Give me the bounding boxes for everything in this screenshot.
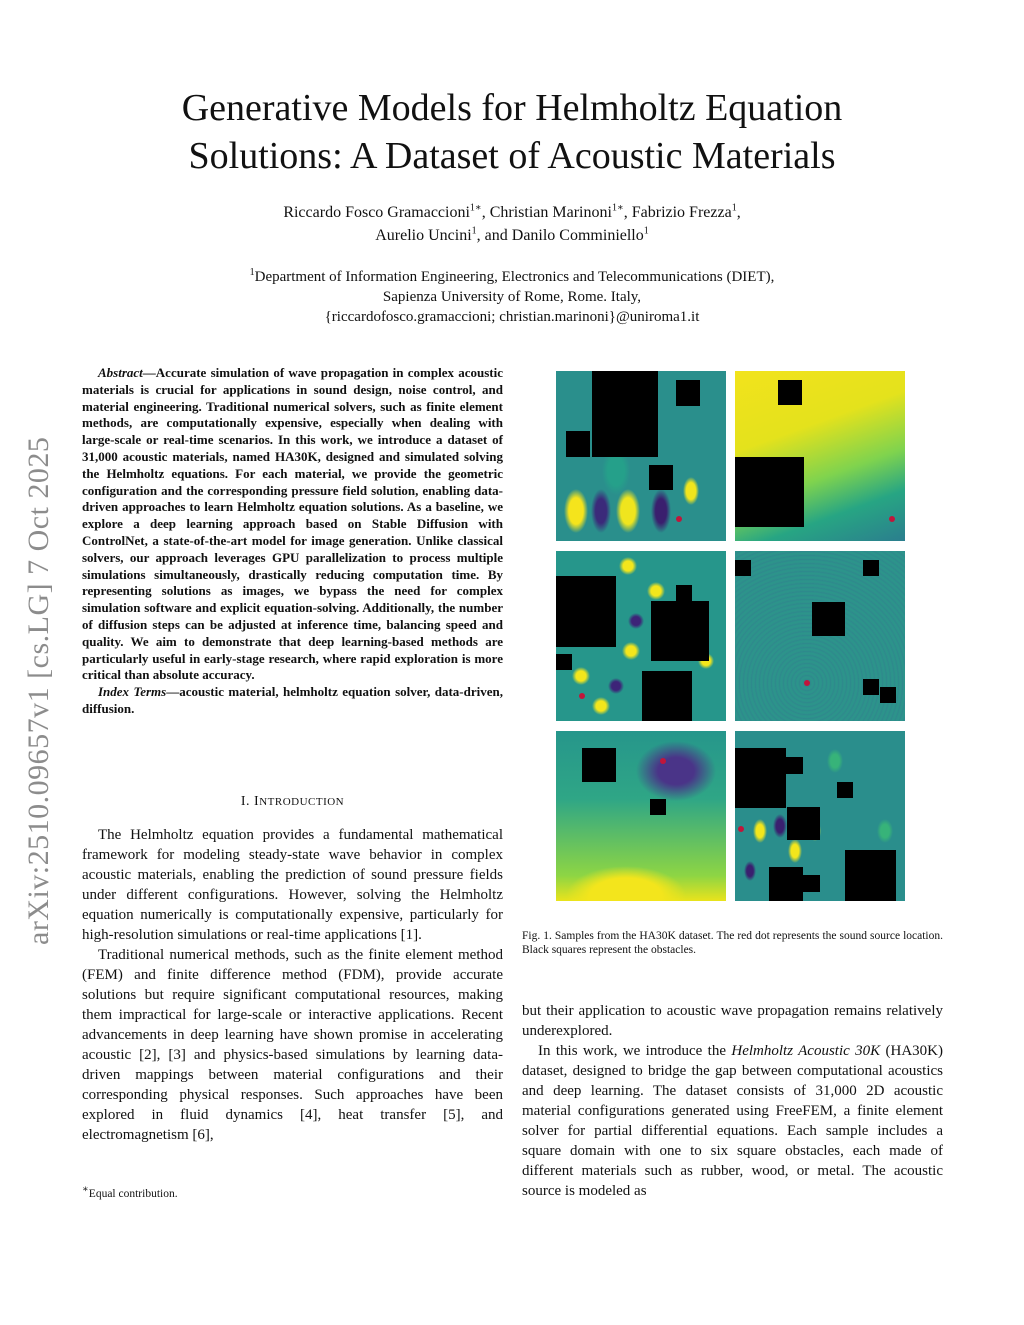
right-paragraph-1: but their application to acoustic wave propagation remains relatively underexplored. [522, 1003, 943, 1039]
author-3-affil: 1 [731, 202, 737, 214]
abstract-text: —Accurate simulation of wave propagation in complex acoustic materials is crucial for applications in sound design, noise control, and material engineering. Traditional numerical solvers, such as finite element methods, are computationally expensive, especially when dealing with large-scale or real-time scenarios. In this work, we introduce a dataset of 31,000 acoustic materials, named HA30K, designed and simulated solving the Helmholtz equations. For each material, we provide the geometric configuration and the corresponding pressure field solution, enabling data-driven approaches to learn Helmholtz equation solutions. As a baseline, we explore a deep learning approach based on Stable Diffusion with ControlNet, a state-of-the-art model for image generation. Unlike classical solvers, our approach leverages GPU parallelization to process multiple simulations simultaneously, drastically reducing computation time. By representing solutions as images, we bypass the need for complex simulation software and explicit equation-solving. Additionally, the number of diffusion steps can be adjusted at inference time, balancing speed and quality. We aim to demonstrate that deep learning-based methods are particularly useful in early-stage research, where rapid exploration is more critical than absolute accuracy. [82, 365, 503, 683]
index-terms-label: Index Terms [98, 684, 167, 700]
index-terms-text: —acoustic material, helmholtz equation solver, data-driven, diffusion. [82, 684, 503, 716]
author-5-affil: 1 [643, 225, 649, 237]
author-list: Riccardo Fosco Gramaccioni$^{1∗}$, Christian Marinoni$^{1∗}$, Fabrizio Frezza$^1$, Aurelio Uncini$^1$, and Danilo Comminiello$^1$ [283, 202, 741, 244]
affiliation: $^1$Department of Information Engineering, Electronics and Telecommunications (DIET), Sapienza University of Rome, Rome. Italy, {riccardofosco.gramaccioni; christian.marinoni}@uniroma1.it [120, 267, 904, 327]
paper-title [100, 84, 924, 180]
right-paragraph-2: In this work, we introduce the Helmholtz Acoustic 30K (HA30K) dataset, designed to bridge the gap between computational acoustics and deep learning. The dataset consists of 31,000 2D acoustic material configurations generated using FreeFEM, a finite element solver for partial differential equations. Each sample includes a square domain with one to six square obstacles, each made of different materials such as rubber, wood, or metal. The acoustic source is modeled as [522, 1043, 943, 1199]
footnote: ∗Equal contribution. [82, 1184, 178, 1200]
abstract-label: Abstract [98, 365, 143, 380]
abstract [82, 365, 503, 718]
figure-1 [556, 371, 906, 901]
right-column-text [522, 1001, 943, 1201]
sample-panel-6 [735, 731, 905, 901]
intro-paragraph-2: Traditional numerical methods, such as the finite element method (FEM) and finite difference method (FDM), provide accurate solutions but require significant computational resources, making them impractical for large-scale or interactive applications. Recent advancements in deep learning have shown promise in accelerating acoustic [2], [3] and physics-based simulations by learning data-driven mappings between material configurations and their corresponding physical responses. Such approaches have been explored in fluid dynamics [4], heat transfer [5], and electromagnetism [6], [82, 947, 503, 1143]
sample-panel-5 [556, 731, 726, 901]
title-line-1: Generative Models for Helmholtz Equation [181, 87, 843, 129]
sample-panel-2 [735, 371, 905, 541]
author-2: , Christian Marinoni [481, 204, 612, 221]
author-emails: {riccardofosco.gramaccioni; christian.marinoni}@uniroma1.it [324, 309, 700, 325]
author-3: , Fabrizio Frezza [623, 204, 732, 221]
figure-1-caption: Fig. 1. Samples from the HA30K dataset. The red dot represents the sound source location. Black squares represent the obstacles. [522, 930, 943, 956]
introduction-text [82, 825, 503, 1145]
author-1: Riccardo Fosco Gramaccioni [283, 204, 470, 221]
author-4-affil: 1 [471, 225, 477, 237]
author-1-affil: 1∗ [469, 202, 482, 214]
sample-panel-4 [735, 551, 905, 721]
arxiv-stamp: arXiv:2510.09657v1 [cs.LG] 7 Oct 2025 [22, 436, 55, 945]
intro-paragraph-1: The Helmholtz equation provides a fundamental mathematical framework for modeling steady-state wave behavior in complex acoustic materials, enabling the prediction of sound pressure fields under different configurations. However, solving the Helmholtz equation numerically is computationally expensive, particularly for high-resolution simulations or real-time applications [1]. [82, 827, 503, 943]
section-heading-introduction: I. INTRODUCTION [240, 794, 345, 809]
title-line-2: Solutions: A Dataset of Acoustic Materials [188, 135, 836, 177]
author-4: Aurelio Uncini [375, 227, 472, 244]
sample-panel-3 [556, 551, 726, 721]
author-2-affil: 1∗ [611, 202, 624, 214]
sample-panel-1 [556, 371, 726, 541]
dataset-name: Helmholtz Acoustic 30K [731, 1043, 881, 1059]
author-5: , and Danilo Comminiello [476, 227, 644, 244]
